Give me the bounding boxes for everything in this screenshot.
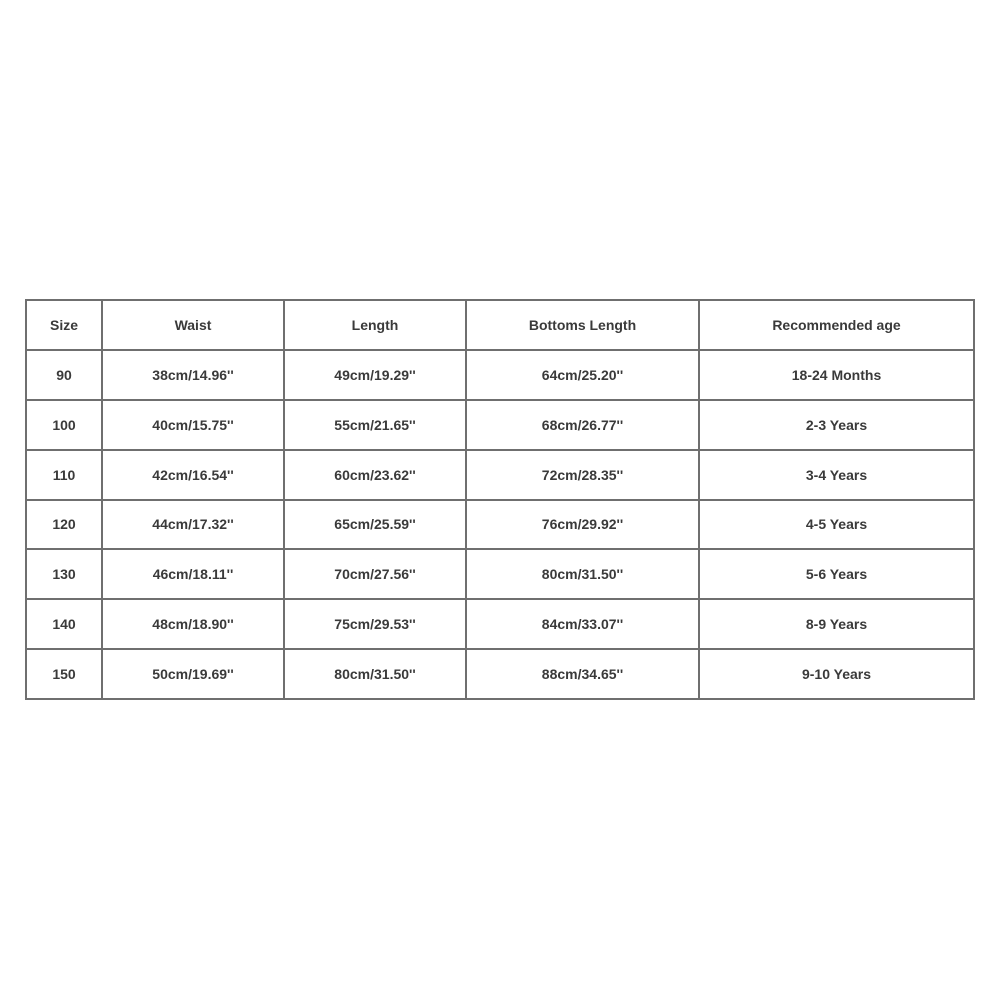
cell-length: 75cm/29.53'' [284,599,466,649]
cell-waist: 42cm/16.54'' [102,450,284,500]
table-row [26,350,974,400]
header-length: Length [284,300,466,350]
header-bottoms-length: Bottoms Length [466,300,699,350]
cell-bottoms-length: 72cm/28.35'' [466,450,699,500]
cell-waist: 48cm/18.90'' [102,599,284,649]
cell-length: 49cm/19.29'' [284,350,466,400]
cell-waist: 44cm/17.32'' [102,500,284,550]
cell-recommended-age: 18-24 Months [699,350,974,400]
cell-size: 140 [26,599,102,649]
cell-size: 110 [26,450,102,500]
cell-size: 100 [26,400,102,450]
cell-size: 150 [26,649,102,699]
cell-recommended-age: 9-10 Years [699,649,974,699]
cell-bottoms-length: 68cm/26.77'' [466,400,699,450]
cell-waist: 46cm/18.11'' [102,549,284,599]
cell-bottoms-length: 84cm/33.07'' [466,599,699,649]
size-chart-table [25,299,975,700]
cell-recommended-age: 3-4 Years [699,450,974,500]
table-row [26,400,974,450]
cell-recommended-age: 4-5 Years [699,500,974,550]
cell-waist: 50cm/19.69'' [102,649,284,699]
cell-length: 70cm/27.56'' [284,549,466,599]
cell-recommended-age: 8-9 Years [699,599,974,649]
cell-size: 120 [26,500,102,550]
table-header-row [26,300,974,350]
table-row [26,549,974,599]
header-size: Size [26,300,102,350]
cell-length: 65cm/25.59'' [284,500,466,550]
cell-length: 60cm/23.62'' [284,450,466,500]
cell-length: 55cm/21.65'' [284,400,466,450]
cell-recommended-age: 5-6 Years [699,549,974,599]
cell-size: 130 [26,549,102,599]
table-row [26,450,974,500]
cell-bottoms-length: 64cm/25.20'' [466,350,699,400]
header-recommended-age: Recommended age [699,300,974,350]
cell-recommended-age: 2-3 Years [699,400,974,450]
table-row [26,500,974,550]
cell-waist: 38cm/14.96'' [102,350,284,400]
cell-bottoms-length: 80cm/31.50'' [466,549,699,599]
table-row [26,599,974,649]
cell-size: 90 [26,350,102,400]
cell-bottoms-length: 88cm/34.65'' [466,649,699,699]
table-row [26,649,974,699]
header-waist: Waist [102,300,284,350]
cell-waist: 40cm/15.75'' [102,400,284,450]
cell-length: 80cm/31.50'' [284,649,466,699]
cell-bottoms-length: 76cm/29.92'' [466,500,699,550]
